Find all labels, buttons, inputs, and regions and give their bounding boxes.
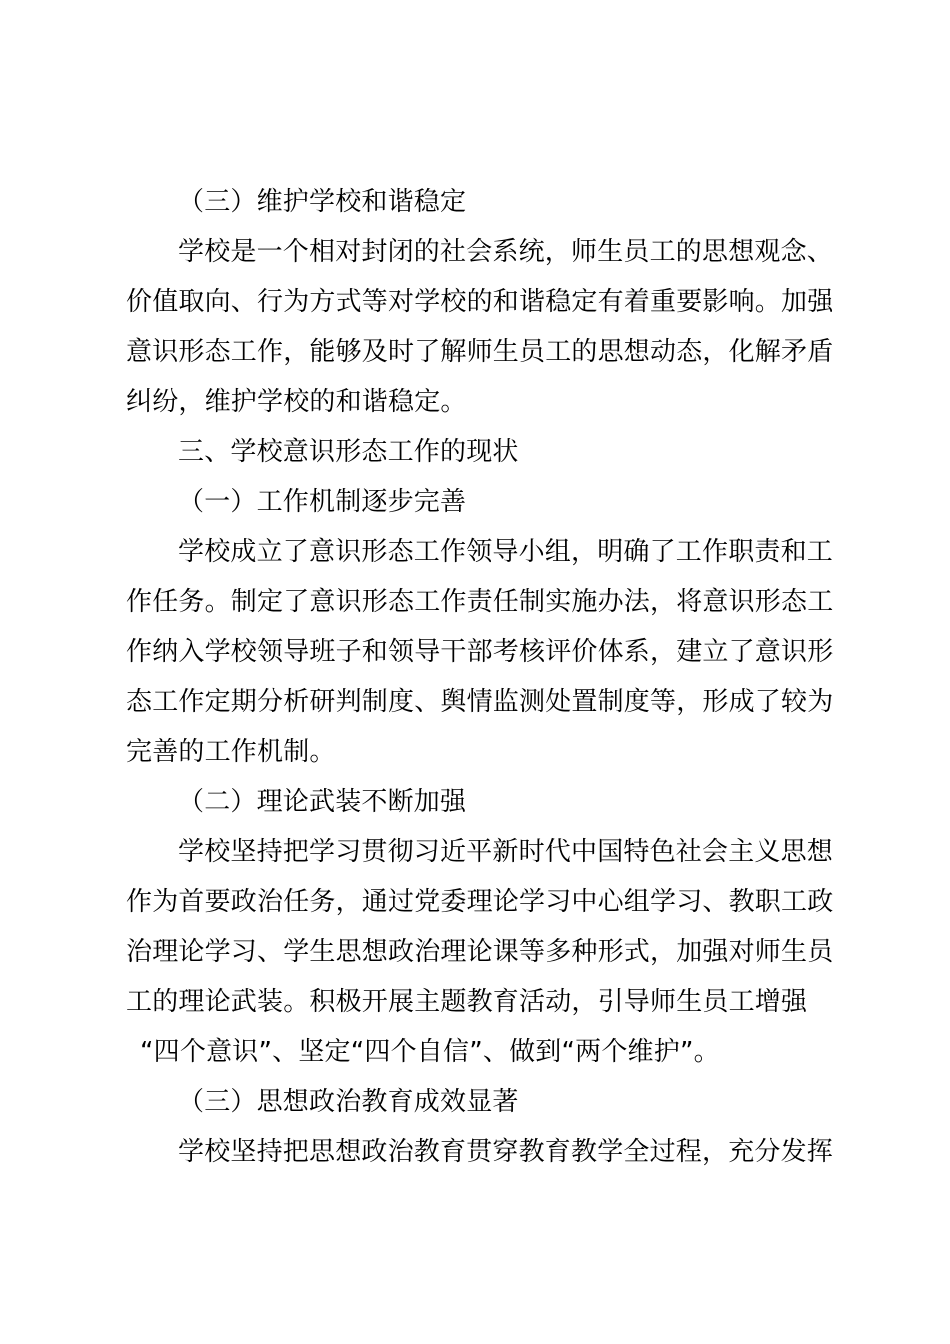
paragraph-line: 态工作定期分析研判制度、舆情监测处置制度等，形成了较为 [126,687,834,717]
paragraph-line: “四个意识”、坚定“四个自信”、做到“两个维护”。 [140,1037,720,1067]
paragraph-mechanism [126,527,832,777]
paragraph-line: 学校坚持把学习贯彻习近平新时代中国特色社会主义思想 [178,837,834,867]
paragraph-line: 学校坚持把思想政治教育贯穿教育教学全过程，充分发挥 [178,1137,834,1167]
paragraph-line: 完善的工作机制。 [126,737,336,767]
paragraph-line: 作纳入学校领导班子和领导干部考核评价体系，建立了意识形 [126,637,834,667]
document-page [126,177,832,1177]
paragraph-line: 纠纷，维护学校的和谐稳定。 [126,387,467,417]
paragraph-line: 工的理论武装。积极开展主题教育活动，引导师生员工增强 [126,987,808,1017]
paragraph-line: 学校是一个相对封闭的社会系统，师生员工的思想观念、 [178,237,834,267]
paragraph-line: 学校成立了意识形态工作领导小组，明确了工作职责和工 [178,537,834,567]
paragraph-line: 意识形态工作，能够及时了解师生员工的思想动态，化解矛盾 [126,337,834,367]
section-heading-mechanism: （一）工作机制逐步完善 [178,487,467,517]
paragraph-theory [126,827,832,1077]
paragraph-line: 作为首要政治任务，通过党委理论学习中心组学习、教职工政 [126,887,834,917]
section-heading-ideological-education: （三）思想政治教育成效显著 [178,1087,519,1117]
paragraph-harmony [126,227,832,427]
paragraph-ideological-education [126,1127,832,1177]
paragraph-line: 价值取向、行为方式等对学校的和谐稳定有着重要影响。加强 [126,287,834,317]
chapter-heading-current-status: 三、学校意识形态工作的现状 [178,437,519,467]
section-heading-maintain-harmony: （三）维护学校和谐稳定 [178,187,467,217]
paragraph-line: 治理论学习、学生思想政治理论课等多种形式，加强对师生员 [126,937,834,967]
section-heading-theory: （二）理论武装不断加强 [178,787,467,817]
paragraph-line: 作任务。制定了意识形态工作责任制实施办法，将意识形态工 [126,587,834,617]
